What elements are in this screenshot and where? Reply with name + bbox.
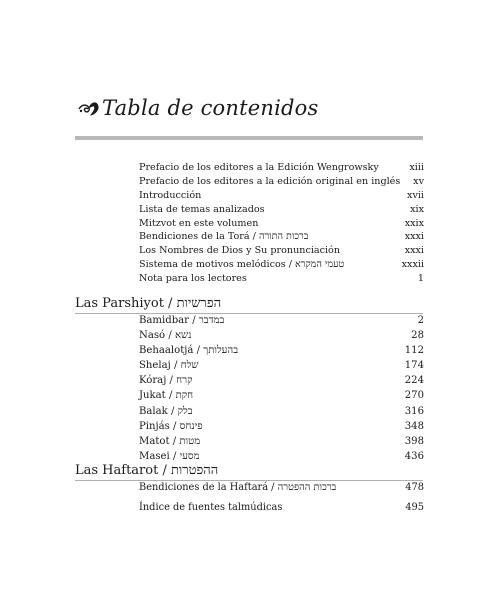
list-item[interactable] bbox=[139, 273, 424, 287]
section-rule bbox=[75, 480, 423, 481]
list-item[interactable] bbox=[139, 502, 424, 516]
parshiyot-list bbox=[139, 315, 424, 466]
entry-title: Kóraj / קרח bbox=[139, 375, 193, 387]
entry-title: Jukat / חקת bbox=[139, 390, 194, 402]
entry-title: Masei / מסעי bbox=[139, 450, 200, 462]
entry-page: 348 bbox=[404, 420, 424, 432]
title-rule bbox=[75, 136, 423, 140]
entry-title: Bamidbar / במדבר bbox=[139, 315, 225, 326]
section-rule bbox=[75, 313, 423, 314]
entry-title: Prefacio de los editores a la Edición Wengrowsky bbox=[139, 162, 379, 173]
entry-page: 478 bbox=[405, 482, 424, 493]
entry-page: 495 bbox=[405, 502, 424, 513]
list-item[interactable] bbox=[139, 190, 424, 204]
list-item[interactable] bbox=[139, 176, 424, 190]
entry-title: Introducción bbox=[139, 189, 202, 201]
entry-page: 270 bbox=[404, 390, 424, 402]
section-heading-haftarot: Las Haftarot / ההפטרות bbox=[75, 463, 219, 478]
entry-page: 2 bbox=[417, 315, 424, 326]
list-item[interactable] bbox=[139, 482, 424, 496]
entry-page: xxix bbox=[404, 217, 424, 229]
entry-page: xxxi bbox=[404, 231, 424, 243]
entry-title: Lista de temas analizados bbox=[139, 203, 265, 215]
list-item[interactable] bbox=[139, 245, 424, 259]
entry-title: Los Nombres de Dios y Su pronunciación bbox=[139, 245, 341, 257]
entry-title: Prefacio de los editores a la edición original en inglés bbox=[139, 175, 401, 187]
list-item[interactable] bbox=[139, 204, 424, 218]
entry-page: xiii bbox=[409, 162, 424, 173]
entry-page: xvii bbox=[407, 189, 424, 201]
entry-page: 224 bbox=[404, 375, 424, 387]
entry-page: 28 bbox=[411, 330, 424, 342]
entry-title: Mitzvot en este volumen bbox=[139, 217, 259, 229]
entry-title: Behaalotjá / בהעלותך bbox=[139, 345, 239, 357]
list-item[interactable] bbox=[139, 436, 424, 451]
entry-page: 1 bbox=[417, 273, 424, 285]
entry-title: Índice de fuentes talmúdicas bbox=[139, 502, 283, 513]
list-item[interactable] bbox=[139, 231, 424, 245]
entry-title: Matot / מטות bbox=[139, 435, 201, 447]
entry-page: xxxi bbox=[404, 245, 424, 257]
entry-page: xxxii bbox=[401, 259, 424, 271]
entry-title: Shelaj / שלח bbox=[139, 360, 199, 372]
entry-page: 398 bbox=[404, 435, 424, 447]
entry-title: Nota para los lectores bbox=[139, 273, 247, 285]
section-heading-parshiyot: Las Parshiyot / הפרשיות bbox=[75, 296, 222, 311]
list-item[interactable] bbox=[139, 218, 424, 232]
entry-page: 316 bbox=[404, 405, 424, 417]
entry-title: Balak / בלק bbox=[139, 405, 193, 417]
list-item[interactable] bbox=[139, 259, 424, 273]
entry-page: 174 bbox=[404, 360, 424, 372]
index-list bbox=[139, 502, 424, 516]
haftarot-list bbox=[139, 482, 424, 496]
fleuron-icon bbox=[78, 98, 100, 118]
list-item[interactable] bbox=[139, 390, 424, 405]
entry-title: Bendiciones de la Haftará / ברכות ההפטרה bbox=[139, 482, 337, 493]
entry-page: xv bbox=[413, 175, 424, 187]
front-matter-list bbox=[139, 162, 424, 287]
list-item[interactable] bbox=[139, 375, 424, 390]
entry-page: xix bbox=[410, 203, 424, 215]
list-item[interactable] bbox=[139, 345, 424, 360]
page-title bbox=[78, 96, 319, 120]
entry-title: Nasó / נשא bbox=[139, 330, 192, 342]
entry-title: Pinjás / פינחס bbox=[139, 420, 203, 432]
entry-page: 436 bbox=[404, 450, 424, 462]
entry-title: Bendiciones de la Torá / ברכות התורה bbox=[139, 231, 309, 243]
entry-page: 112 bbox=[404, 345, 424, 357]
list-item[interactable] bbox=[139, 330, 424, 345]
entry-title: Sistema de motivos melódicos / טעמי המקרא bbox=[139, 259, 345, 271]
page-title-text: Tabla de contenidos bbox=[102, 96, 319, 120]
list-item[interactable] bbox=[139, 162, 424, 176]
list-item[interactable] bbox=[139, 421, 424, 436]
list-item[interactable] bbox=[139, 360, 424, 375]
list-item[interactable] bbox=[139, 315, 424, 330]
list-item[interactable] bbox=[139, 406, 424, 421]
